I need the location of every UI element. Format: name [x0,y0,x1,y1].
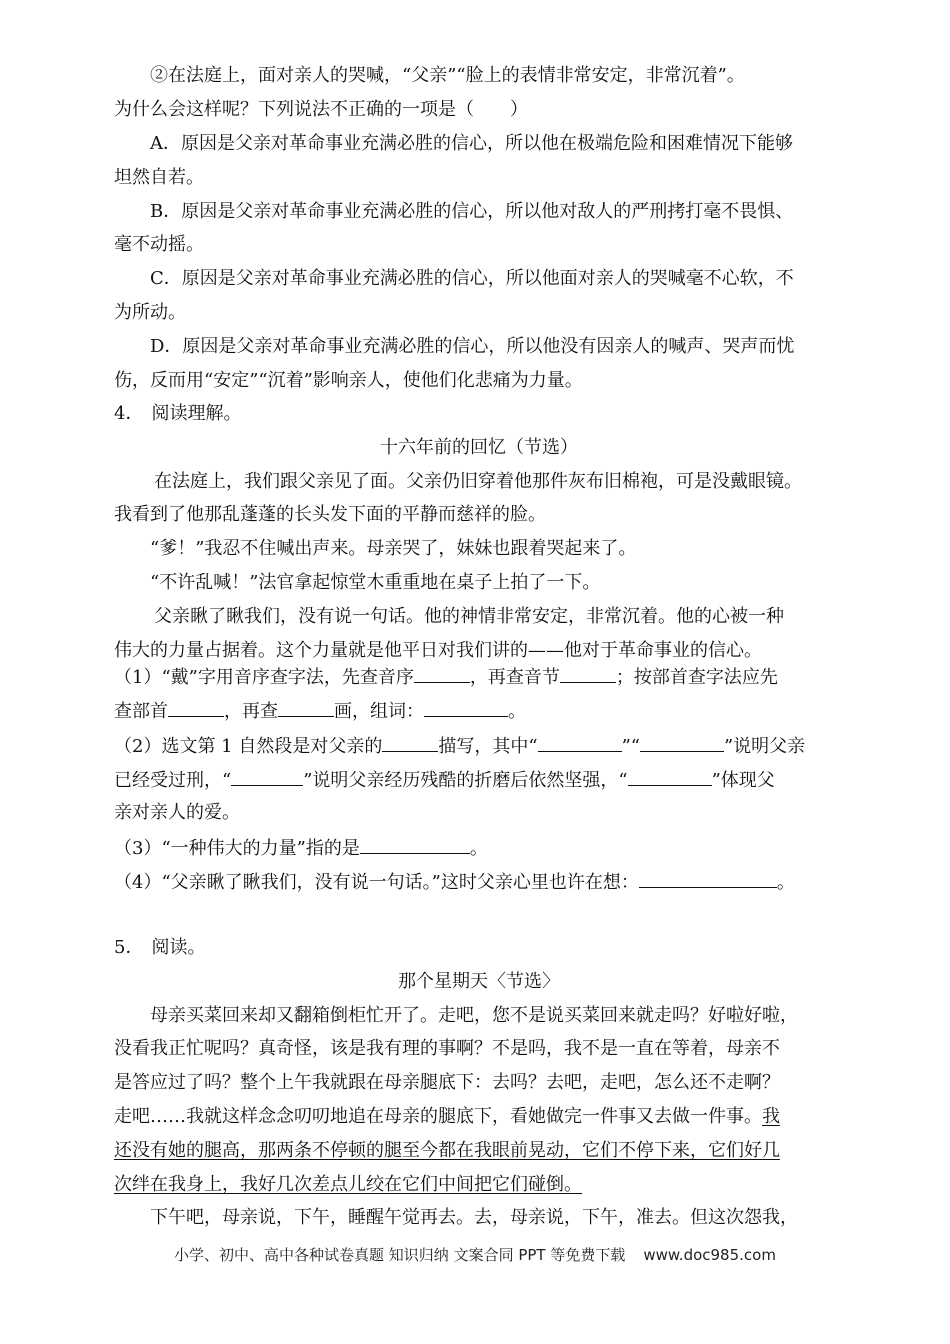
answer-blank[interactable] [168,698,224,717]
answer-blank[interactable] [538,733,622,752]
q4-passage-line: “不许乱喊！”法官拿起惊堂木重重地在桌子上拍了一下。 [150,572,601,593]
q4-heading [114,402,844,426]
q4-sub3: （3）“一种伟大的力量”指的是 。 [114,835,844,861]
q4-passage-line: 伟大的力量占据着。这个力量就是他平日对我们讲的——他对于革命事业的信心。 [114,640,762,661]
q5-passage-line: 是答应过了吗？整个上午我就跟在母亲腿底下：去吗？去吧，走吧，怎么还不走啊？ [114,1072,780,1093]
q4-sub2-line1: （2）选文第 1 自然段是对父亲的 描写，其中“ ”“ ”说明父亲 [114,733,844,759]
q3-option-c-cont: 为所动。 [114,302,186,323]
q5-passage-line: 母亲买菜回来却又翻箱倒柜忙开了。走吧，您不是说买菜回来就走吗？好啦好啦， [150,1005,798,1026]
page-footer [0,1245,950,1265]
q4-sub1-line2: 查部首 ，再查 画，组词： 。 [114,698,844,724]
q3-option-d-cont: 伤，反而用“安定”“沉着”影响亲人，使他们化悲痛为力量。 [114,370,583,391]
q3-option-d: D．原因是父亲对革命事业充满必胜的信心，所以他没有因亲人的喊声、哭声而忧 [150,336,795,357]
answer-blank[interactable] [639,869,777,888]
footer-text: 小学、初中、高中各种试卷真题 知识归纳 文案合同 PPT 等免费下载 [174,1246,626,1264]
answer-blank[interactable] [231,767,303,786]
answer-blank[interactable] [360,835,470,854]
underlined-sentence: 还没有她的腿高，那两条不停顿的腿至今都在我眼前晃动，它们不停下来，它们好几 [114,1140,780,1161]
q5-passage-title: 那个星期天〈节选〉 [398,971,560,992]
q4-sub2-line3: 亲对亲人的爱。 [114,802,240,823]
footer-url[interactable]: www.doc985.com [643,1246,776,1264]
q3-stem-line2: 为什么会这样呢？下列说法不正确的一项是（ ） [114,99,528,120]
q4-sub2-line2: 已经受过刑，“ ”说明父亲经历残酷的折磨后依然坚强，“ ”体现父 [114,767,844,793]
answer-blank[interactable] [424,698,508,717]
q4-sub4: （4）“父亲瞅了瞅我们，没有说一句话。”这时父亲心里也许在想： 。 [114,869,844,895]
q5-heading [114,936,844,960]
q4-passage-title: 十六年前的回忆（节选） [380,437,578,458]
q4-passage-line: “爹！”我忍不住喊出声来。母亲哭了，妹妹也跟着哭起来了。 [150,538,637,559]
answer-blank[interactable] [560,664,616,683]
underlined-sentence: 次绊在我身上，我好几次差点儿绞在它们中间把它们碰倒。 [114,1174,582,1195]
q3-option-c: C．原因是父亲对革命事业充满必胜的信心，所以他面对亲人的哭喊毫不心软，不 [150,268,794,289]
q5-passage-line: 下午吧，母亲说，下午，睡醒午觉再去。去，母亲说，下午，准去。但这次怨我， [150,1207,798,1228]
q3-option-a: A．原因是父亲对革命事业充满必胜的信心，所以他在极端危险和困难情况下能够 [150,133,793,154]
q3-option-b: B．原因是父亲对革命事业充满必胜的信心，所以他对敌人的严刑拷打毫不畏惧、 [150,201,794,222]
q3-stem-line1: ②在法庭上，面对亲人的哭喊，“父亲”“脸上的表情非常安定，非常沉着”。 [150,65,745,86]
q5-number: 5． [114,937,144,958]
q5-passage-line: 走吧……我就这样念念叨叨地追在母亲的腿底下，看她做完一件事又去做一件事。我 [114,1106,780,1127]
q3-option-b-cont: 毫不动摇。 [114,234,204,255]
q4-sub1-line1: （1）“戴”字用音序查字法，先查音序 ，再查音节 ；按部首查字法应先 [114,664,844,690]
q4-instruction: 阅读理解。 [151,403,242,424]
q4-passage-line: 我看到了他那乱蓬蓬的长头发下面的平静而慈祥的脸。 [114,504,546,525]
q5-instruction: 阅读。 [151,937,206,958]
q5-passage-line: 没看我正忙呢吗？真奇怪，该是我有理的事啊？不是吗，我不是一直在等着，母亲不 [114,1038,780,1059]
answer-blank[interactable] [382,733,438,752]
q4-passage-line: 父亲瞅了瞅我们，没有说一句话。他的神情非常安定，非常沉着。他的心被一种 [154,606,784,627]
answer-blank[interactable] [628,767,712,786]
q4-passage-line: 在法庭上，我们跟父亲见了面。父亲仍旧穿着他那件灰布旧棉袍，可是没戴眼镜。 [154,471,802,492]
underlined-sentence: 我 [762,1106,780,1127]
q4-number: 4． [114,403,144,424]
answer-blank[interactable] [278,698,334,717]
answer-blank[interactable] [414,664,470,683]
answer-blank[interactable] [640,733,724,752]
q3-option-a-cont: 坦然自若。 [114,167,204,188]
